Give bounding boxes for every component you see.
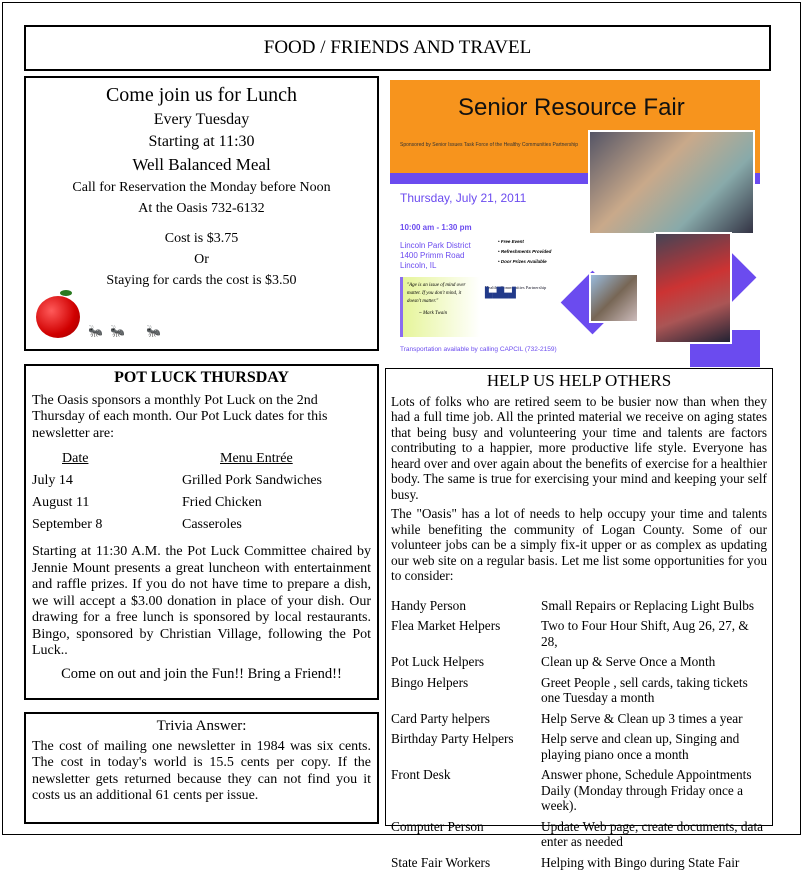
lunch-title: Come join us for Lunch: [26, 84, 377, 107]
bullet: Door Prizes Available: [501, 259, 547, 264]
address-line: 1400 Primm Road: [400, 251, 471, 261]
potluck-body: Starting at 11:30 A.M. the Pot Luck Committee chaired by Jennie Mount presents a great luncheon with entertainment and raffle prizes. If you do not have time to prepare a dish, we will accept a $3.00 donation in place of your dish. Our drawing for a free lunch is sponsored by local restaurants. Bingo, sponsored by Christian Village, following the Pot Luck..: [32, 544, 371, 660]
role-desc: Answer phone, Schedule Appointments Daily (Monday through Friday once a week).: [541, 767, 767, 814]
trivia-body: The cost of mailing one newsletter in 1984 was six cents. The cost in today's world is 15.5 cents per copy. If the newsletter gets returned because they can not find you it costs us an additional 61 cents per issue.: [32, 739, 371, 805]
lunch-cards-cost: Staying for cards the cost is $3.50: [26, 273, 377, 289]
opportunity-list: [391, 598, 767, 870]
quote-author: ~ Mark Twain: [407, 310, 476, 318]
help-paragraph-1: Lots of folks who are retired seem to be busier now than when they had a full time job. All the printed material we receive on aging states that being busy and volunteering your time and talents are factors contributing to a happier, more productive life style. Everyone has heard over and over again about the benefits of exercise for a healthier body. The same is true for exercising your mind and keeping your self busy.: [391, 394, 767, 503]
flyer-date: Thursday, July 21, 2011: [400, 191, 526, 205]
flyer-quote: [400, 277, 480, 337]
ant-icon: 🐜: [88, 324, 103, 339]
bullet: Free Event: [501, 239, 524, 244]
role: Flea Market Helpers: [391, 618, 541, 649]
help-paragraph-2: The "Oasis" has a lot of needs to help occupy your time and talents while benefiting the community of Logan County. Some of our volunteer jobs can be a simply fix-it upper or as complex as updating our web site on a regular basis. Let me list some opportunities for you to consider:: [391, 506, 767, 584]
list-item: [391, 654, 767, 670]
row-date: August 11: [32, 492, 182, 514]
table-row: [32, 492, 371, 514]
trivia-title: Trivia Answer:: [32, 718, 371, 735]
row-date: July 14: [32, 470, 182, 492]
flyer-transport: Transportation available by calling CAPCIL (732-2159): [400, 346, 557, 353]
flyer-bullets: • Free Event • Refreshments Provided • Door Prizes Available: [498, 237, 551, 267]
role-desc: Greet People , sell cards, taking tickets one Tuesday a month: [541, 675, 767, 706]
table-row: [32, 514, 371, 536]
potluck-closing: Come on out and join the Fun!! Bring a Friend!!: [32, 666, 371, 683]
row-menu: Grilled Pork Sandwiches: [182, 470, 322, 492]
potluck-title: POT LUCK THURSDAY: [32, 370, 371, 387]
role-desc: Update Web page, create documents, data enter as needed: [541, 819, 767, 850]
lunch-reservation: Call for Reservation the Monday before Noon: [26, 180, 377, 196]
role: Bingo Helpers: [391, 675, 541, 706]
list-item: [391, 731, 767, 762]
header-title: FOOD / FRIENDS AND TRAVEL: [264, 37, 531, 58]
list-item: [391, 767, 767, 814]
role: Handy Person: [391, 598, 541, 614]
bullet: Refreshments Provided: [501, 249, 552, 254]
potluck-table-header: [32, 448, 371, 470]
help-section: [385, 368, 773, 826]
role: Card Party helpers: [391, 711, 541, 727]
apple-icon: [36, 296, 80, 338]
role: Computer Person: [391, 819, 541, 850]
page-header: [24, 25, 771, 71]
row-date: September 8: [32, 514, 182, 536]
role-desc: Clean up & Serve Once a Month: [541, 654, 715, 670]
list-item: [391, 598, 767, 614]
couple-photo: [588, 130, 755, 235]
flyer-address: [400, 241, 471, 271]
role-desc: Help serve and clean up, Singing and playing piano once a month: [541, 731, 767, 762]
address-line: Lincoln, IL: [400, 261, 471, 271]
list-item: [391, 711, 767, 727]
lunch-day: Every Tuesday: [26, 111, 377, 129]
small-photo: [589, 273, 639, 323]
ant-icon: 🐜: [146, 324, 161, 339]
role: Front Desk: [391, 767, 541, 814]
senior-resource-fair-flyer: [390, 80, 760, 367]
quote-text: "Age is an issue of mind over matter. If you don't mind, it doesn't matter.": [407, 282, 476, 306]
table-row: [32, 470, 371, 492]
help-title: HELP US HELP OTHERS: [391, 373, 767, 389]
lunch-location: At the Oasis 732-6132: [26, 201, 377, 217]
row-menu: Casseroles: [182, 514, 242, 536]
lunch-section: [24, 76, 379, 351]
potluck-intro: The Oasis sponsors a monthly Pot Luck on the 2nd Thursday of each month. Our Pot Luck dates for this newsletter are:: [32, 393, 371, 443]
list-item: [391, 855, 767, 870]
flyer-sponsor: Sponsored by Senior Issues Task Force of the Healthy Communities Partnership: [400, 142, 578, 148]
role: Pot Luck Helpers: [391, 654, 541, 670]
logo-text: Healthy Communities Partnership: [485, 285, 546, 290]
hcp-logo: Healthy Communities Partnership ▙▟▙▟: [485, 285, 565, 298]
list-item: [391, 675, 767, 706]
lunch-cost: Cost is $3.75: [26, 231, 377, 247]
lunch-or: Or: [26, 252, 377, 268]
role: State Fair Workers: [391, 855, 541, 870]
list-item: [391, 618, 767, 649]
role-desc: Helping with Bingo during State Fair: [541, 855, 739, 870]
flyer-title: Senior Resource Fair: [458, 94, 685, 122]
flyer-time: 10:00 am - 1:30 pm: [400, 223, 472, 232]
role-desc: Small Repairs or Replacing Light Bulbs: [541, 598, 754, 614]
trivia-section: [24, 712, 379, 824]
ant-icon: 🐜: [110, 324, 125, 339]
row-menu: Fried Chicken: [182, 492, 262, 514]
role: Birthday Party Helpers: [391, 731, 541, 762]
role-desc: Two to Four Hour Shift, Aug 26, 27, & 28,: [541, 618, 767, 649]
lunch-time: Starting at 11:30: [26, 133, 377, 151]
lunch-meal: Well Balanced Meal: [26, 155, 377, 175]
leaf-icon: [60, 290, 72, 296]
potluck-section: [24, 364, 379, 700]
list-item: [391, 819, 767, 850]
seniors-photo: [654, 232, 732, 344]
col-date: Date: [62, 448, 220, 470]
col-menu: Menu Entrée: [220, 448, 293, 470]
role-desc: Help Serve & Clean up 3 times a year: [541, 711, 743, 727]
address-line: Lincoln Park District: [400, 241, 471, 251]
